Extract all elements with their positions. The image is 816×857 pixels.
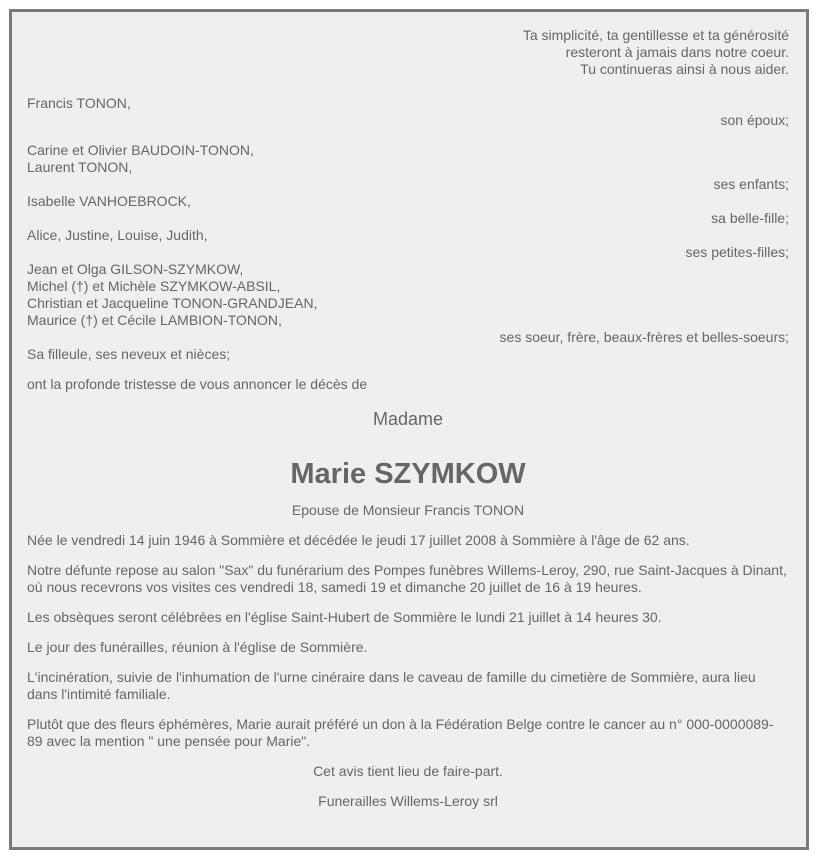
family-group-spouse [27, 95, 789, 129]
family-names: Carine et Olivier BAUDOIN-TONON, [27, 142, 254, 158]
family-names: Alice, Justine, Louise, Judith, [27, 227, 208, 243]
obituary-card [9, 9, 809, 850]
birth-death-paragraph: Née le vendredi 14 juin 1946 à Sommière et décédée le jeudi 17 juillet 2008 à Sommière à l'âge de 62 ans. [27, 532, 690, 548]
deceased-name: Marie SZYMKOW [290, 458, 526, 490]
family-names: Michel (†) et Michèle SZYMKOW-ABSIL, [27, 278, 281, 294]
epigraph-line: Tu continueras ainsi à nous aider. [580, 61, 789, 77]
deceased-title: Madame [372, 409, 444, 429]
family-relation: ses enfants; [713, 176, 789, 192]
godchild-line: Sa filleule, ses neveux et nièces; [27, 346, 231, 362]
closing-notice: Cet avis tient lieu de faire-part. [313, 763, 503, 779]
family-names: Laurent TONON, [27, 159, 133, 175]
epigraph [27, 27, 789, 78]
family-relation: son époux; [720, 112, 789, 128]
gathering-paragraph: Le jour des funérailles, réunion à l'église de Sommière. [27, 639, 368, 655]
epigraph-line: resteront à jamais dans notre coeur. [565, 44, 789, 60]
epigraph-line: Ta simplicité, ta gentillesse et ta générosité [522, 27, 789, 43]
family-names: Maurice (†) et Cécile LAMBION-TONON, [27, 312, 282, 328]
family-names: Christian et Jacqueline TONON-GRANDJEAN, [27, 295, 318, 311]
announcement: ont la profonde tristesse de vous annoncer le décès de [27, 376, 368, 392]
cremation-paragraph: L'incinération, suivie de l'inhumation de l'urne cinéraire dans le caveau de famille du cimetière de Sommière, aura lieu dans l'intimité familiale. [27, 669, 756, 702]
family-group-siblings [27, 261, 789, 346]
family-names: Francis TONON, [27, 95, 131, 111]
family-relation: ses soeur, frère, beaux-frères et belles-soeurs; [499, 329, 789, 345]
family-group-daughter-in-law [27, 193, 789, 227]
family-group-granddaughters [27, 227, 789, 261]
family-names: Jean et Olga GILSON-SZYMKOW, [27, 261, 244, 277]
spouse-line: Epouse de Monsieur Francis TONON [291, 502, 525, 518]
visitation-paragraph: Notre défunte repose au salon "Sax" du funérarium des Pompes funèbres Willems-Leroy, 290, rue Saint-Jacques à Dinant, où nous recevrons vos visites ces vendredi 18, samedi 19 et dimanche 20 juillet de 16 à 19 heures. [27, 562, 787, 595]
family-relation: sa belle-fille; [711, 210, 789, 226]
funeral-home-signature: Funerailles Willems-Leroy srl [318, 793, 498, 809]
donation-paragraph: Plutôt que des fleurs éphémères, Marie aurait préféré un don à la Fédération Belge contre le cancer au n° 000-0000089-89 avec la mention " une pensée pour Marie". [27, 716, 774, 749]
family-relation: ses petites-filles; [685, 244, 789, 260]
funeral-paragraph: Les obsèques seront célébrées en l'église Saint-Hubert de Sommière le lundi 21 juillet à 14 heures 30. [27, 609, 662, 625]
family-group-children [27, 142, 789, 193]
obituary-content [27, 27, 789, 810]
family-names: Isabelle VANHOEBROCK, [27, 193, 191, 209]
